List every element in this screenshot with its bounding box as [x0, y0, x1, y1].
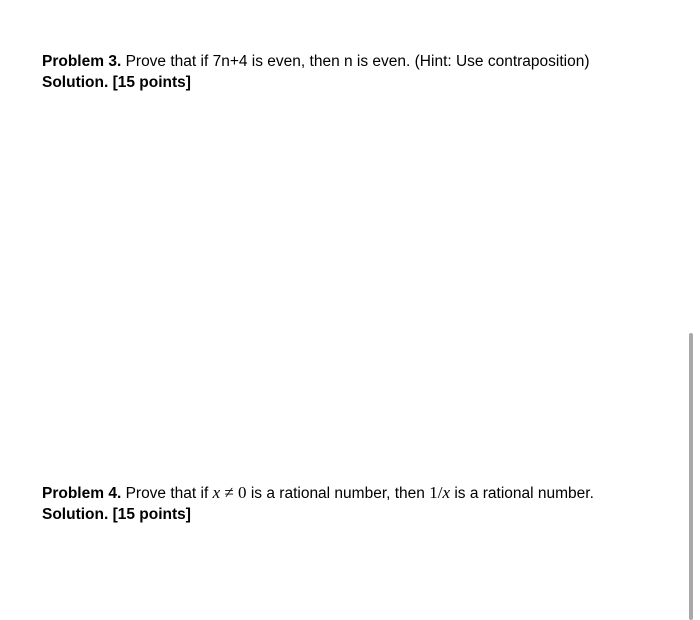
problem-3-number: Problem 3. — [42, 53, 122, 70]
problem-4-block — [42, 482, 594, 525]
problem-4-number: Problem 4. — [42, 485, 122, 502]
problem-4-math-var-x: x — [212, 483, 221, 502]
problem-4-math-relation: ≠ 0 — [224, 483, 247, 502]
problem-4-math-fraction — [429, 483, 450, 502]
problem-3-statement-line — [42, 51, 590, 72]
problem-3-solution-label: Solution. [15 points] — [42, 74, 191, 91]
problem-4-statement-after: is a rational number. — [454, 485, 594, 502]
problem-4-statement-line — [42, 482, 594, 504]
problem-4-statement-middle: is a rational number, then — [250, 485, 425, 502]
problem-4-math-fraction-prefix: 1/ — [429, 483, 443, 502]
problem-4-math-var-x-2: x — [442, 483, 451, 502]
problem-3-block — [42, 51, 590, 93]
problem-4-solution-label: Solution. [15 points] — [42, 506, 191, 523]
problem-3-statement: Prove that if 7n+4 is even, then n is even. (Hint: Use contraposition) — [125, 53, 590, 70]
vertical-scrollbar[interactable] — [689, 333, 693, 620]
problem-4-statement-before: Prove that if — [125, 485, 209, 502]
